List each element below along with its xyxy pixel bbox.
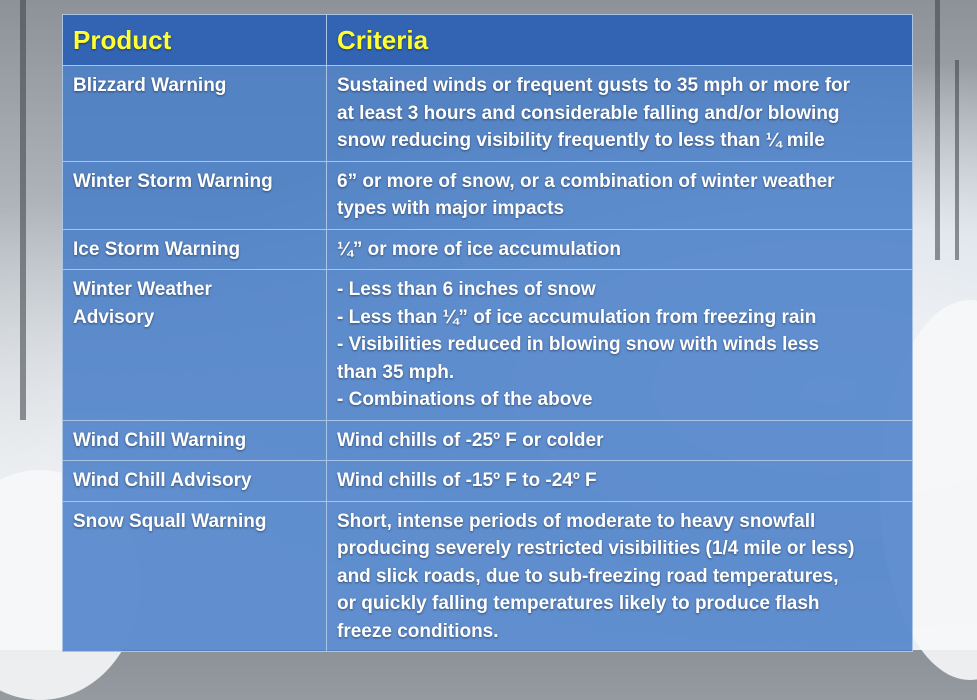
background-tree (955, 60, 959, 260)
criteria-text-line: Short, intense periods of moderate to heavy snowfall (337, 510, 816, 532)
product-cell (63, 461, 327, 502)
criteria-cell (327, 66, 913, 162)
table-row (63, 229, 913, 270)
criteria-text-line: - Less than ¼” of ice accumulation from freezing rain (337, 306, 817, 328)
criteria-text-line: Wind chills of -15º F to -24º F (337, 470, 597, 491)
criteria-text-line: or quickly falling temperatures likely to produce flash (337, 593, 820, 614)
table-row (63, 161, 913, 229)
criteria-cell (327, 461, 913, 502)
criteria-text-line: Wind chills of -25º F or colder (337, 429, 604, 451)
product-name-line: Snow Squall Warning (73, 510, 267, 532)
column-header-product: Product (63, 15, 327, 66)
table-row (63, 501, 913, 652)
header-row (63, 15, 913, 66)
criteria-text-line: ¼” or more of ice accumulation (337, 238, 622, 260)
table-row (63, 66, 913, 162)
product-name-line: Ice Storm Warning (73, 238, 241, 260)
product-cell (63, 161, 327, 229)
table-row (63, 420, 913, 461)
criteria-text-line: - Combinations of the above (337, 389, 593, 410)
criteria-cell (327, 501, 913, 652)
product-cell (63, 420, 327, 461)
product-name-line: Winter Weather (73, 279, 212, 300)
criteria-text-line: types with major impacts (337, 198, 565, 219)
background-tree (20, 0, 26, 420)
product-name-line: Wind Chill Warning (73, 429, 247, 451)
background-tree (935, 0, 940, 260)
product-name-line: Advisory (73, 306, 155, 328)
product-cell (63, 66, 327, 162)
criteria-text-line: Sustained winds or frequent gusts to 35 mph or more for (337, 75, 851, 96)
criteria-text-line: 6” or more of snow, or a combination of winter weather (337, 170, 835, 192)
product-cell (63, 229, 327, 270)
criteria-text-line: snow reducing visibility frequently to less than ¼ mile (337, 130, 825, 151)
criteria-cell (327, 229, 913, 270)
warning-criteria-table (62, 14, 913, 652)
product-name-line: Blizzard Warning (73, 75, 227, 96)
product-cell (63, 501, 327, 652)
criteria-text-line: than 35 mph. (337, 361, 455, 383)
criteria-cell (327, 420, 913, 461)
criteria-text-line: - Visibilities reduced in blowing snow with winds less (337, 334, 820, 355)
table-row (63, 461, 913, 502)
column-header-criteria: Criteria (327, 15, 913, 66)
criteria-cell (327, 270, 913, 421)
criteria-cell (327, 161, 913, 229)
criteria-text-line: producing severely restricted visibilities (1/4 mile or less) (337, 538, 855, 559)
product-name-line: Winter Storm Warning (73, 170, 273, 192)
product-cell (63, 270, 327, 421)
criteria-text-line: and slick roads, due to sub-freezing road temperatures, (337, 565, 839, 587)
product-name-line: Wind Chill Advisory (73, 470, 252, 491)
criteria-text-line: at least 3 hours and considerable falling and/or blowing (337, 102, 840, 124)
criteria-text-line: freeze conditions. (337, 620, 499, 642)
criteria-text-line: - Less than 6 inches of snow (337, 279, 596, 300)
table-row (63, 270, 913, 421)
